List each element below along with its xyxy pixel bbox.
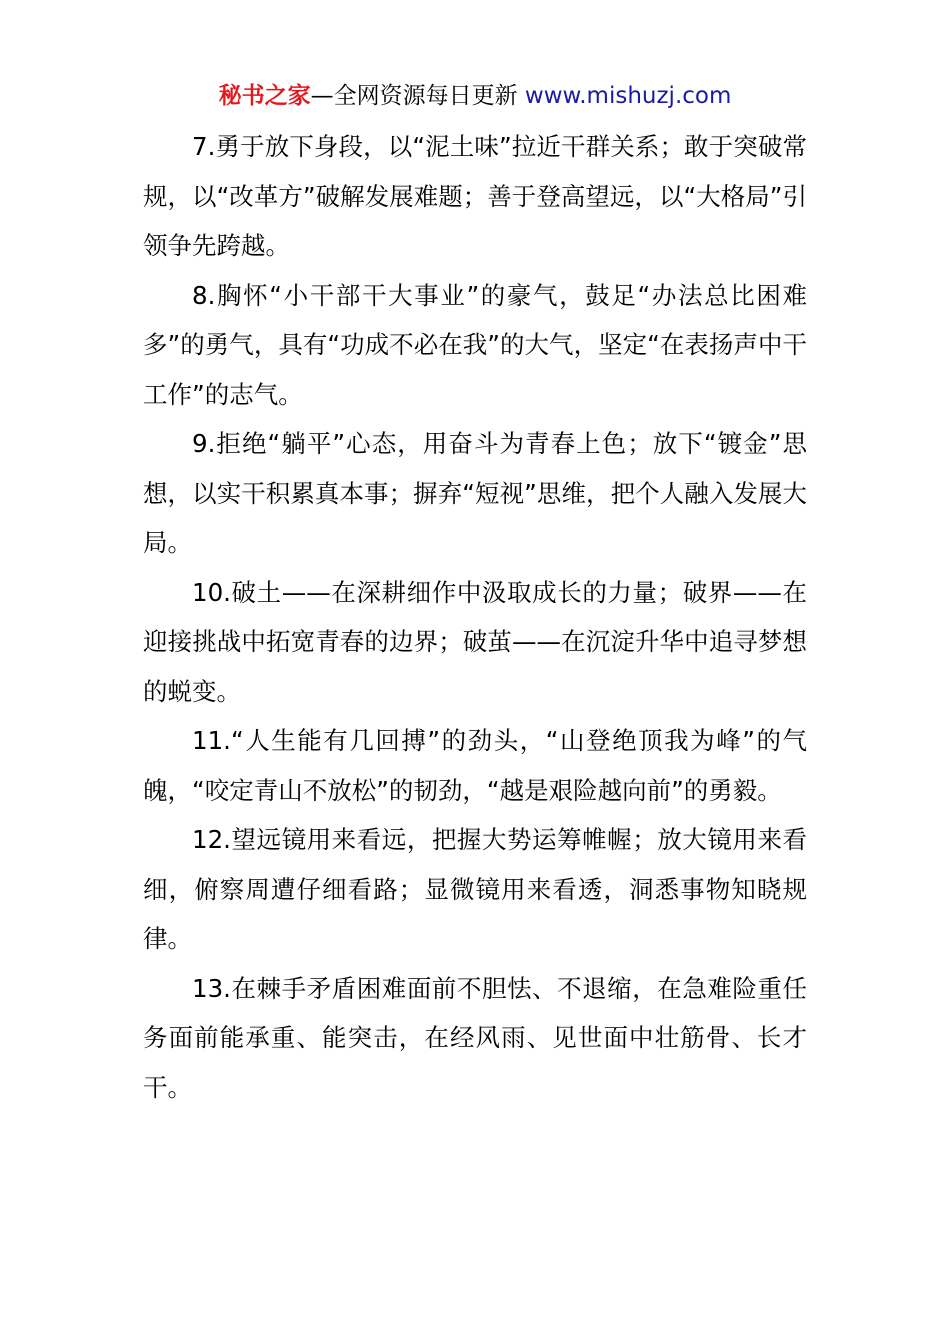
site-slogan: —全网资源每日更新 bbox=[310, 83, 525, 109]
paragraph-11: 11.“人生能有几回搏”的劲头，“山登绝顶我为峰”的气魄，“咬定青山不放松”的韧劲，“越是艰险越向前”的勇毅。 bbox=[143, 726, 807, 805]
paragraph-7: 7.勇于放下身段，以“泥土味”拉近干群关系；敢于突破常规，以“改革方”破解发展难题；善于登高望远，以“大格局”引领争先跨越。 bbox=[143, 132, 807, 260]
site-url[interactable]: www.mishuzj.com bbox=[524, 83, 732, 109]
page-header bbox=[0, 80, 950, 112]
paragraph-9: 9.拒绝“躺平”心态，用奋斗为青春上色；放下“镀金”思想，以实干积累真本事；摒弃“短视”思维，把个人融入发展大局。 bbox=[143, 429, 807, 557]
paragraph-10: 10.破土——在深耕细作中汲取成长的力量；破界——在迎接挑战中拓宽青春的边界；破茧——在沉淀升华中追寻梦想的蜕变。 bbox=[143, 577, 807, 706]
paragraph-13: 13.在棘手矛盾困难面前不胆怯、不退缩，在急难险重任务面前能承重、能突击，在经风雨、见世面中壮筋骨、长才干。 bbox=[143, 973, 807, 1102]
site-brand: 秘书之家 bbox=[218, 83, 311, 109]
document-body bbox=[143, 122, 807, 1112]
paragraph-8: 8.胸怀“小干部干大事业”的豪气，鼓足“办法总比困难多”的勇气，具有“功成不必在我”的大气，坚定“在表扬声中干工作”的志气。 bbox=[143, 280, 807, 409]
paragraph-12: 12.望远镜用来看远，把握大势运筹帷幄；放大镜用来看细，俯察周遭仔细看路；显微镜用来看透，洞悉事物知晓规律。 bbox=[143, 825, 807, 953]
